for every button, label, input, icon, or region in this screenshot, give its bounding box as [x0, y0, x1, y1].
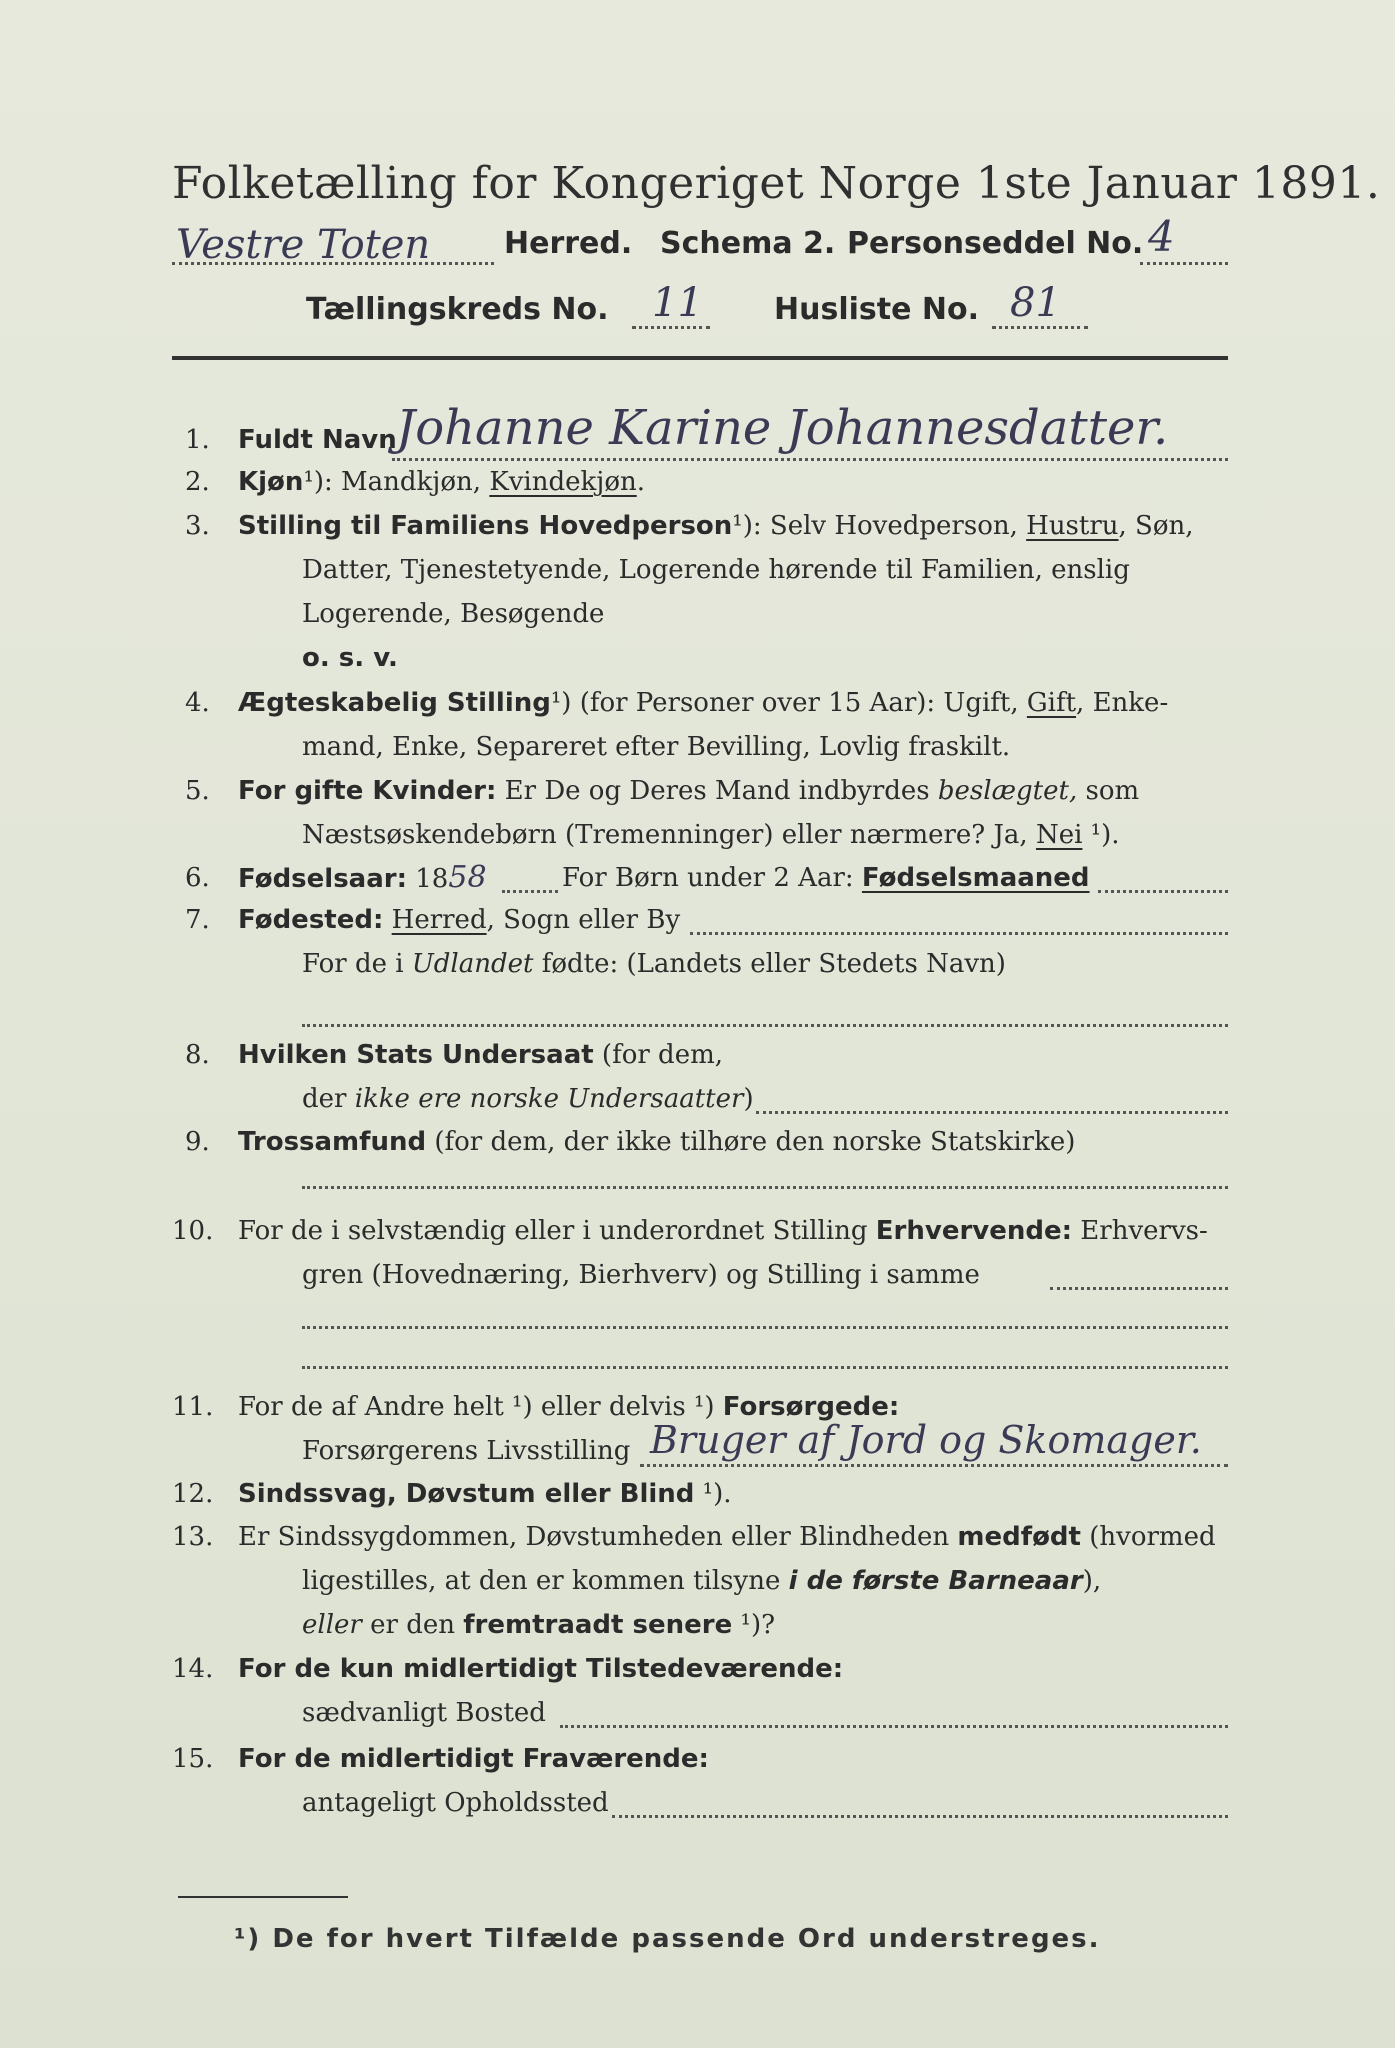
item-number: 13. — [172, 1522, 214, 1552]
disability-end: ¹). — [694, 1479, 732, 1509]
herred-dotted-line — [172, 262, 494, 265]
item-number: 3. — [185, 511, 210, 541]
gender-selected: Kvindekjøn — [489, 467, 637, 497]
support-label: Forsørgede: — [722, 1392, 900, 1422]
gender-label: Kjøn — [238, 467, 304, 497]
footnote-rule — [178, 1896, 348, 1898]
birthyear-label: Fødselsaar: — [238, 864, 407, 894]
support-question: For de af Andre helt ¹) eller delvis ¹) — [238, 1392, 723, 1422]
marital-line-2: mand, Enke, Separeret efter Bevilling, Lovlig fraskilt. — [302, 732, 1011, 762]
disability-line — [238, 1477, 732, 1511]
footnote-marker: ¹ — [303, 467, 314, 497]
personseddel-dotted-line — [1140, 262, 1228, 265]
relation-selected: Hustru — [1026, 511, 1119, 541]
birthmonth-dotted-line — [1098, 890, 1228, 893]
congenital-q2b: ), — [1082, 1566, 1102, 1596]
item-number: 12. — [172, 1479, 214, 1509]
item-number: 10. — [172, 1216, 214, 1246]
full-name-dotted-line — [392, 458, 1228, 461]
item-number: 11. — [172, 1392, 214, 1422]
herred-label: Herred. — [504, 226, 633, 261]
item-number: 14. — [172, 1654, 214, 1684]
occupation-dotted-line-2 — [302, 1326, 1228, 1329]
congenital-line-3 — [302, 1608, 775, 1642]
herred-value: Vestre Toten — [176, 222, 431, 268]
congenital-q3e: ¹)? — [732, 1610, 776, 1640]
kreds-dotted-line — [632, 326, 710, 329]
marital-options-b: , Enke- — [1076, 688, 1169, 718]
birthyear-prefix: 18 — [407, 864, 449, 894]
support-answer: Bruger af Jord og Skomager. — [650, 1418, 1202, 1462]
marital-options-a: ¹) (for Personer over 15 Aar): Ugift, — [550, 688, 1027, 718]
relation-line-4: o. s. v. — [302, 643, 398, 673]
occupation-dotted-line-1 — [1050, 1287, 1228, 1290]
schema-label: Schema 2. — [660, 226, 836, 261]
religion-dotted-line — [302, 1186, 1228, 1189]
disability-label: Sindssvag, Døvstum eller Blind — [238, 1479, 695, 1509]
item-number: 15. — [172, 1744, 214, 1774]
temporary-present-label: For de kun midlertidigt Tilstedeværende: — [238, 1654, 844, 1684]
kreds-label: Tællingskreds No. — [306, 292, 609, 327]
gender-end: . — [636, 467, 645, 497]
relation-line-1 — [238, 509, 1194, 543]
citizenship-dotted-line — [756, 1111, 1228, 1114]
usual-residence-dotted-line — [560, 1725, 1228, 1728]
gender-line — [238, 465, 645, 499]
congenital-italic-2: eller — [302, 1610, 362, 1640]
birthplace-selected: Herred — [391, 905, 487, 935]
congenital-q3a: er den — [361, 1610, 464, 1640]
personseddel-value: 4 — [1148, 212, 1175, 261]
item-number: 2. — [185, 467, 210, 497]
gender-options: ): Mandkjøn, — [313, 467, 490, 497]
birthyear-dotted-line — [502, 890, 558, 893]
support-dotted-line — [640, 1464, 1228, 1467]
usual-residence-label: sædvanligt Bosted — [302, 1698, 546, 1728]
citizenship-line-2 — [302, 1082, 754, 1116]
religion-line — [238, 1125, 1075, 1159]
item-number: 5. — [185, 776, 210, 806]
congenital-label: medfødt — [957, 1522, 1081, 1552]
birthyear-line — [238, 861, 487, 896]
occupation-label: Erhvervende: — [875, 1216, 1073, 1246]
foreign-birth-dotted-line — [302, 1024, 1228, 1027]
religion-label: Trossamfund — [238, 1127, 427, 1157]
birthplace-line-2 — [302, 947, 1006, 981]
kinship-line-1 — [238, 774, 1139, 808]
temporary-absent-label: For de midlertidigt Fraværende: — [238, 1744, 709, 1774]
citizenship-note-2a: der — [302, 1084, 355, 1114]
personseddel-label: Personseddel No. — [847, 226, 1144, 261]
kinship-selected: Nei — [1035, 820, 1083, 850]
congenital-q2a: ligestilles, at den er kommen tilsyne — [302, 1566, 789, 1596]
citizenship-note: (for dem, — [593, 1040, 723, 1070]
item-number: 6. — [185, 863, 210, 893]
form-title: Folketælling for Kongeriget Norge 1ste Januar 1891. — [172, 158, 1381, 209]
marital-label: Ægteskabelig Stilling — [238, 688, 551, 718]
husliste-value: 81 — [1010, 280, 1061, 326]
kreds-value: 11 — [652, 280, 703, 326]
birthplace-options: , Sogn eller By — [486, 905, 681, 935]
kinship-italic: beslægtet, — [937, 776, 1078, 806]
probable-residence-label: antageligt Opholdssted — [302, 1788, 609, 1818]
congenital-line-1 — [238, 1520, 1216, 1554]
foreign-birth-a: For de i — [302, 949, 412, 979]
kinship-question: Er De og Deres Mand indbyrdes — [496, 776, 938, 806]
full-name-label: Fuldt Navn — [238, 425, 397, 455]
occupation-end: Erhvervs- — [1072, 1216, 1208, 1246]
relation-options-b: , Søn, — [1118, 511, 1194, 541]
husliste-dotted-line — [992, 326, 1088, 329]
occupation-dotted-line-3 — [302, 1366, 1228, 1369]
congenital-line-2 — [302, 1564, 1101, 1598]
footnote: ¹) De for hvert Tilfælde passende Ord understreges. — [234, 1924, 1101, 1954]
husliste-label: Husliste No. — [774, 292, 979, 327]
full-name-answer: Johanne Karine Johannesdatter. — [396, 400, 1169, 456]
marital-selected: Gift — [1026, 688, 1077, 718]
kinship-end: som — [1077, 776, 1140, 806]
birthplace-dotted-line — [690, 932, 1228, 935]
probable-residence-dotted-line — [612, 1815, 1228, 1818]
relation-options-a: ¹): Selv Hovedperson, — [732, 511, 1027, 541]
occupation-line-2: gren (Hovednæring, Bierhverv) og Stilling i samme — [302, 1260, 980, 1290]
item-number: 8. — [185, 1040, 210, 1070]
citizenship-line-1 — [238, 1038, 723, 1072]
occupation-line-1 — [238, 1214, 1208, 1248]
foreign-birth-italic: Udlandet — [411, 949, 534, 979]
relation-label: Stilling til Familiens Hovedperson — [238, 511, 733, 541]
congenital-end: (hvormed — [1080, 1522, 1216, 1552]
citizenship-italic: ikke ere norske Undersaatter — [354, 1084, 744, 1114]
foreign-birth-b: fødte: (Landets eller Stedets Navn) — [533, 949, 1006, 979]
citizenship-label-b: Undersaat — [441, 1040, 594, 1070]
religion-note: (for dem, der ikke tilhøre den norske Statskirke) — [426, 1127, 1076, 1157]
marital-line-1 — [238, 686, 1168, 720]
occupation-question: For de i selvstændig eller i underordnet Stilling — [238, 1216, 876, 1246]
item-number: 1. — [185, 425, 210, 455]
birthmonth-question: For Børn under 2 Aar: — [562, 863, 862, 893]
header-divider — [172, 356, 1228, 360]
relation-line-2: Datter, Tjenestetyende, Logerende hørende til Familien, enslig — [302, 555, 1130, 585]
item-number: 9. — [185, 1127, 210, 1157]
kinship-line-2 — [302, 818, 1120, 852]
birthplace-label: Fødested: — [238, 905, 384, 935]
kinship-label: For gifte Kvinder: — [238, 776, 497, 806]
birthyear-value: 58 — [448, 860, 487, 895]
citizenship-note-2b: ) — [743, 1084, 754, 1114]
citizenship-label: Hvilken Stats — [238, 1040, 442, 1070]
congenital-label-2: fremtraadt senere — [463, 1610, 733, 1640]
support-line-2: Forsørgerens Livsstilling — [302, 1436, 631, 1466]
item-number: 4. — [185, 688, 210, 718]
item-number: 7. — [185, 905, 210, 935]
birthplace-line-1 — [238, 903, 680, 937]
kinship-end-2: ¹). — [1082, 820, 1120, 850]
kinship-question-2: Næstsøskendebørn (Tremenninger) eller nærmere? Ja, — [302, 820, 1036, 850]
relation-line-3: Logerende, Besøgende — [302, 599, 605, 629]
birthmonth-line — [562, 861, 1090, 895]
congenital-italic: i de første Barneaar — [788, 1566, 1083, 1596]
birthmonth-label: Fødselsmaaned — [861, 863, 1090, 893]
congenital-question: Er Sindssygdommen, Døvstumheden eller Blindheden — [238, 1522, 958, 1552]
